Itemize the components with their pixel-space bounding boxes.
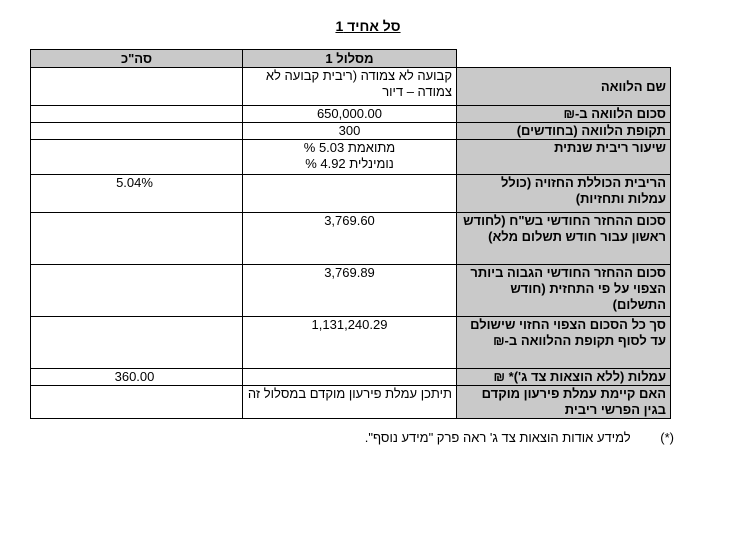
row-label: שם הלוואה: [457, 68, 671, 106]
table-row: [31, 265, 671, 317]
route-cell: 300: [243, 123, 457, 140]
total-cell: [31, 317, 243, 369]
row-label: עמלות (ללא הוצאות צד ג')* ₪: [457, 369, 671, 386]
row-label: סך כל הסכום הצפוי החזוי שישולם עד לסוף תקופת ההלוואה ב-₪: [457, 317, 671, 369]
row-label: האם קיימת עמלת פירעון מוקדם בגין הפרשי ריבית: [457, 386, 671, 419]
row-label: תקופת הלוואה (בחודשים): [457, 123, 671, 140]
header-total: סה"כ: [31, 50, 243, 68]
total-cell: 5.04%: [31, 175, 243, 213]
table-row: [31, 68, 671, 106]
table-row: [31, 369, 671, 386]
loan-table: [30, 49, 671, 419]
rate-adjusted: מתואמת 5.03 %: [303, 140, 396, 155]
rate-nominal: נומינלית 4.92 %: [305, 156, 394, 171]
total-cell: [31, 106, 243, 123]
footnote-mark: (*): [660, 430, 674, 445]
route-cell: 3,769.60: [243, 213, 457, 265]
table-row: [31, 175, 671, 213]
total-cell: [31, 123, 243, 140]
table-row: [31, 386, 671, 419]
route-cell: [243, 175, 457, 213]
page-title: סל אחיד 1: [335, 18, 401, 34]
footnote: [365, 430, 674, 445]
row-label: סכום ההחזר החודשי הגבוה ביותר הצפוי על פי התחזית (חודש התשלום): [457, 265, 671, 317]
footnote-text: למידע אודות הוצאות צד ג' ראה פרק "מידע נוסף".: [364, 430, 631, 445]
total-cell: [31, 68, 243, 106]
table-row: [31, 106, 671, 123]
route-cell: [243, 369, 457, 386]
table-header-row: [31, 50, 671, 68]
table-row: [31, 213, 671, 265]
total-cell: [31, 265, 243, 317]
total-cell: [31, 386, 243, 419]
table-row: [31, 123, 671, 140]
route-cell: 1,131,240.29: [243, 317, 457, 369]
total-cell: [31, 213, 243, 265]
header-label-cell: [457, 50, 671, 68]
total-cell: 360.00: [31, 369, 243, 386]
header-route: מסלול 1: [243, 50, 457, 68]
row-label: שיעור ריבית שנתית: [457, 140, 671, 175]
row-label: סכום ההחזר החודשי בש"ח (לחודש ראשון עבור חודש תשלום מלא): [457, 213, 671, 265]
route-cell: תיתכן עמלת פירעון מוקדם במסלול זה: [243, 386, 457, 419]
row-label: הריבית הכוללת החזויה (כולל עמלות ותחזיות): [457, 175, 671, 213]
table-row: [31, 140, 671, 175]
row-label: סכום הלוואה ב-₪: [457, 106, 671, 123]
route-cell: קבועה לא צמודה (ריבית קבועה לא צמודה – דיור: [243, 68, 457, 106]
route-cell: [243, 140, 457, 175]
route-cell: 3,769.89: [243, 265, 457, 317]
table-row: [31, 317, 671, 369]
total-cell: [31, 140, 243, 175]
route-cell: 650,000.00: [243, 106, 457, 123]
